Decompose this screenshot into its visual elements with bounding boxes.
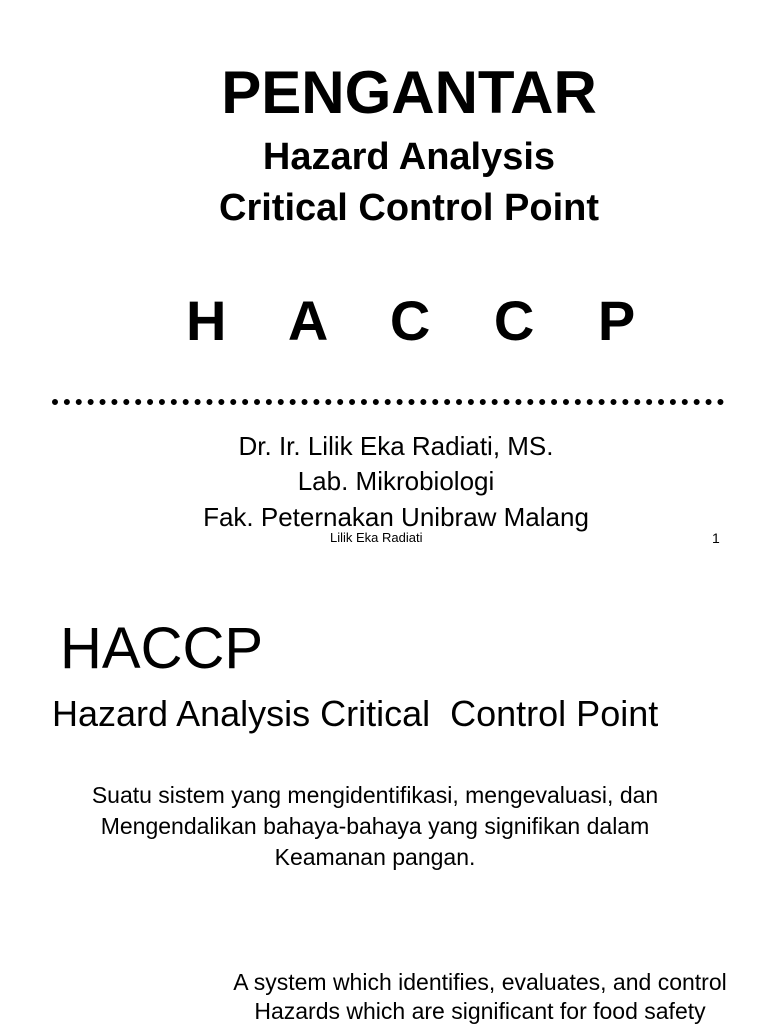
definition-indonesian <box>0 780 750 873</box>
definition-en-line: A system which identifies, evaluates, and control <box>233 969 727 995</box>
slide-2-title: HACCP <box>60 616 264 681</box>
definition-id-line: Mengendalikan bahaya-bahaya yang signifikan dalam <box>100 813 650 839</box>
slide-subtitle-line-1: Hazard Analysis <box>262 136 556 178</box>
definition-id-line: Keamanan pangan. <box>274 844 476 870</box>
page-number: 1 <box>712 530 720 546</box>
definition-en-line: Hazards which are significant for food safety <box>254 998 706 1024</box>
slide-title: PENGANTAR <box>221 59 597 126</box>
footer-author: Lilik Eka Radiati <box>330 530 423 545</box>
definition-english <box>120 968 768 1026</box>
dotted-divider <box>52 399 724 405</box>
slide-subtitle-line-2: Critical Control Point <box>219 187 599 229</box>
author-faculty: Fak. Peternakan Unibraw Malang <box>203 502 589 532</box>
author-lab: Lab. Mikrobiologi <box>297 466 495 496</box>
acronym-heading: H A C C P <box>186 289 660 352</box>
slide-2-subtitle: Hazard Analysis Critical Control Point <box>52 693 659 734</box>
definition-id-line: Suatu sistem yang mengidentifikasi, mengevaluasi, dan <box>91 782 659 808</box>
author-name: Dr. Ir. Lilik Eka Radiati, MS. <box>238 431 554 461</box>
